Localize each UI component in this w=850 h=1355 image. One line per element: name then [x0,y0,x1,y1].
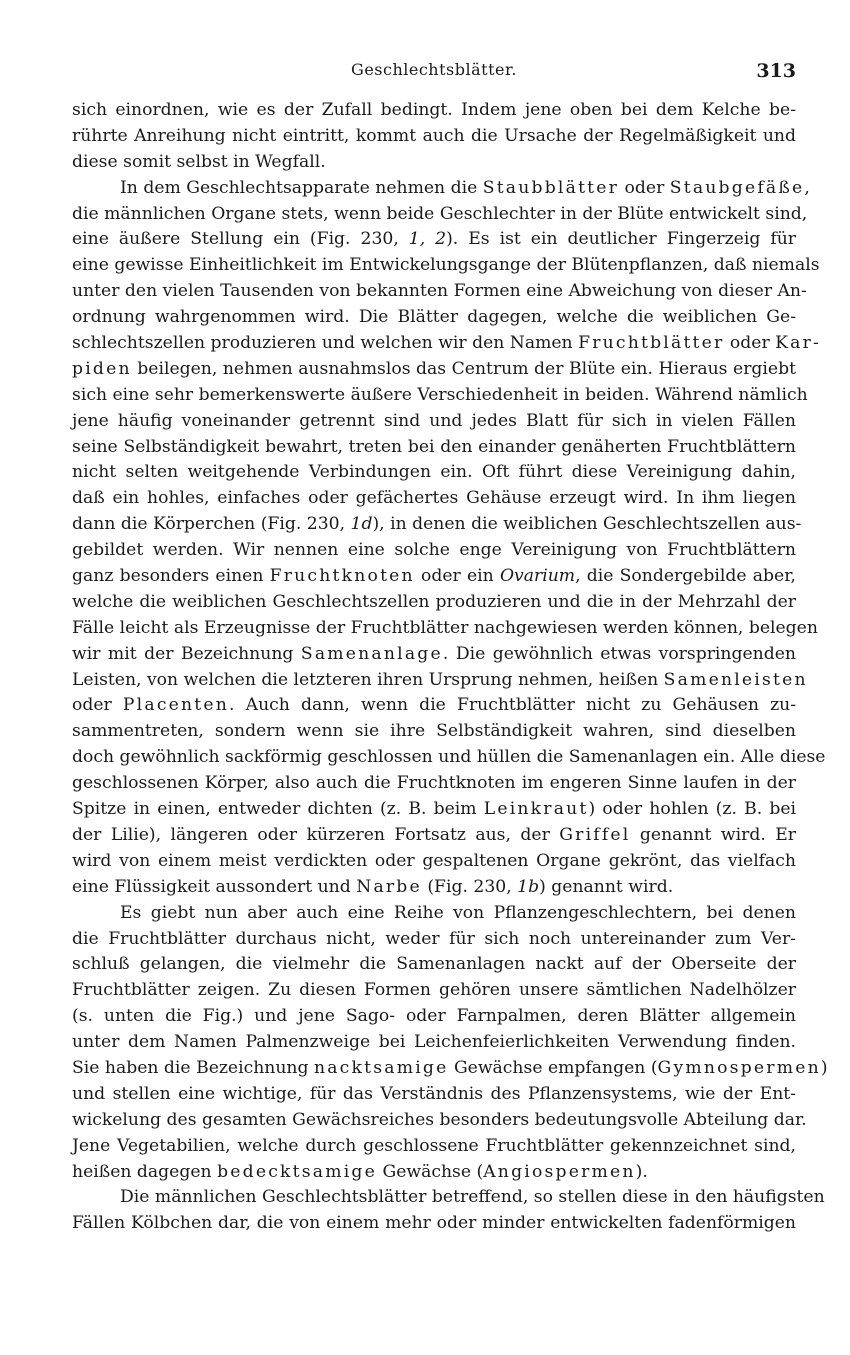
text-line [72,668,808,694]
text-run: Fruchtblätter zeigen. Zu diesen Formen gehören unsere sämtlichen Nadelhölzer [72,980,796,1001]
spaced-term: Placenten [122,695,230,716]
text-line [72,952,796,978]
text-run: schluß gelangen, die vielmehr die Samenanlagen nackt auf der Oberseite der [72,954,796,975]
text-line [72,1108,807,1134]
text-run: eine Flüssigkeit aussondert und [72,876,357,897]
text-run: , die Sondergebilde aber, [575,566,796,587]
text-run: Es giebt nun aber auch eine Reihe von Pflanzengeschlechtern, bei denen [120,902,796,923]
text-run: , [804,177,810,198]
text-run: die männlichen Organe stets, wenn beide Geschlechter in der Blüte entwickelt sind, [72,203,808,224]
text-line [72,1082,796,1108]
text-line [72,305,796,331]
spaced-term: piden [72,358,132,379]
text-line [72,1056,828,1082]
text-run: unter den vielen Tausenden von bekannten Formen eine Abweichung von dieser An- [72,281,807,302]
text-run: dann die Körperchen (Fig. 230, [72,514,351,535]
text-run: eine äußere Stellung ein (Fig. 230, [72,229,409,250]
spaced-term: Leinkraut [483,799,589,820]
text-line [72,253,820,279]
text-line [72,227,796,253]
text-run: Spitze in einen, entweder dichten (z. B. beim [72,799,484,820]
italic-term: 1d [350,514,373,535]
text-run: schlechtszellen produzieren und welchen wir den Namen [72,333,579,354]
text-run: wir mit der Bezeichnung [72,643,301,664]
spaced-term: Staubgefäße [669,177,805,198]
text-run: und stellen eine wichtige, für das Verständnis des Pflanzensystems, wie der Ent- [72,1083,796,1104]
spaced-term: Fruchtknoten [269,566,415,587]
spaced-term: bedecktsamige [217,1161,377,1182]
text-run: Gewächse ( [377,1161,484,1182]
text-line [72,202,808,228]
text-run: wickelung des gesamten Gewächsreiches besonders bedeutungsvolle Abteilung dar. [72,1109,807,1130]
text-line [72,849,796,875]
text-line [72,383,808,409]
text-run: ). Es ist ein deutlicher Fingerzeig für [446,229,796,250]
text-run: unter dem Namen Palmenzweige bei Leichenfeierlichkeiten Verwendung finden. [72,1032,796,1053]
running-title: Geschlechtsblätter. [351,60,517,79]
text-run: Gewächse empfangen ( [448,1057,658,1078]
text-line [72,1030,796,1056]
text-line [72,357,796,383]
text-run: ), in denen die weiblichen Geschlechtszellen aus- [372,514,802,535]
page-header [72,60,796,90]
text-run: Leisten, von welchen die letzteren ihren Ursprung nehmen, heißen [72,669,664,690]
text-line [72,1211,796,1237]
text-line [72,124,796,150]
text-line [72,719,796,745]
spaced-term: nacktsamige [313,1057,449,1078]
text-run: oder [72,695,123,716]
text-run: Die männlichen Geschlechtsblätter betreffend, so stellen diese in den häufigsten [120,1187,825,1208]
text-run: ) genannt wird. [539,876,674,897]
spaced-term: Samenanlage [300,643,443,664]
text-run: wird von einem meist verdickten oder gespaltenen Organe gekrönt, das vielfach [72,850,796,871]
text-line [72,693,796,719]
text-line [72,927,796,953]
text-run: jene häufig voneinander getrennt sind und jedes Blatt für sich in vielen Fällen [72,410,796,431]
text-run: Fälle leicht als Erzeugnisse der Fruchtblätter nachgewiesen werden können, belegen [72,617,818,638]
text-line [72,797,796,823]
spaced-term: Griffel [559,824,631,845]
text-run: sich eine sehr bemerkenswerte äußere Verschiedenheit in beiden. Während nämlich [72,384,808,405]
text-run: sammentreten, sondern wenn sie ihre Selbständigkeit wahren, sind dieselben [72,721,796,742]
text-run: nicht selten weitgehende Verbindungen ein. Oft führt diese Vereinigung dahin, [72,462,796,483]
spaced-term: Gymnospermen [657,1057,821,1078]
text-line [72,745,826,771]
text-run: In dem Geschlechtsapparate nehmen die [120,177,483,198]
text-line [72,279,807,305]
text-run: gebildet werden. Wir nennen eine solche enge Vereinigung von Fruchtblättern [72,540,796,561]
spaced-term: Samenleisten [663,669,808,690]
text-line [72,538,796,564]
text-line [72,875,796,901]
text-run: ) [820,1057,828,1078]
italic-term: 1, 2 [408,229,447,250]
text-line [72,512,802,538]
text-run: oder ein [414,566,500,587]
text-run: ). [635,1161,648,1182]
spaced-term: Staubblätter [482,177,620,198]
text-run: diese somit selbst in Wegfall. [72,151,326,172]
italic-term: 1b [517,876,540,897]
text-line [72,460,796,486]
text-line [72,435,796,461]
text-run: (Fig. 230, [421,876,518,897]
text-line [72,1160,796,1186]
text-run: ) oder hohlen (z. B. bei [588,799,796,820]
text-run: oder [724,333,776,354]
text-run: . Auch dann, wenn die Fruchtblätter nicht zu Gehäusen zu- [229,695,796,716]
text-line [72,771,796,797]
text-line [72,642,796,668]
text-run: ordnung wahrgenommen wird. Die Blätter dagegen, welche die weiblichen Ge- [72,307,796,328]
text-run: rührte Anreihung nicht eintritt, kommt auch die Ursache der Regelmäßigkeit und [72,125,796,146]
text-run: oder [619,177,670,198]
page-number: 313 [756,60,796,82]
text-run: heißen dagegen [72,1161,218,1182]
text-run: sich einordnen, wie es der Zufall bedingt. Indem jene oben bei dem Kelche be- [72,100,796,120]
text-run: eine gewisse Einheitlichkeit im Entwickelungsgange der Blütenpflanzen, daß niemals [72,255,820,276]
text-run: welche die weiblichen Geschlechtszellen produzieren und die in der Mehrzahl der [72,591,796,612]
italic-term: Ovarium [499,566,576,587]
spaced-term: Narbe [356,876,422,897]
text-run: Sie haben die Bezeichnung [72,1057,314,1078]
text-run: der Lilie), längeren oder kürzeren Fortsatz aus, der [72,824,560,845]
text-line [72,409,796,435]
text-run: Jene Vegetabilien, welche durch geschlossene Fruchtblätter gekennzeichnet sind, [72,1135,796,1156]
body-text [72,98,828,1237]
text-run: genannt wird. Er [630,824,796,845]
text-line [72,823,796,849]
text-run: daß ein hohles, einfaches oder gefächertes Gehäuse erzeugt wird. In ihm liegen [72,488,796,509]
text-line [72,176,810,202]
text-run: (s. unten die Fig.) und jene Sago- oder Farnpalmen, deren Blätter allgemein [72,1006,796,1027]
text-run: die Fruchtblätter durchaus nicht, weder für sich noch untereinander zum Ver- [72,928,796,949]
text-line [72,1134,796,1160]
text-line [72,616,818,642]
text-line [72,590,796,616]
text-run: seine Selbständigkeit bewahrt, treten bei den einander genäherten Fruchtblättern [72,436,796,457]
text-line [72,150,796,176]
text-line [72,1185,825,1211]
spaced-term: Kar- [775,333,822,354]
text-run: beilegen, nehmen ausnahmslos das Centrum der Blüte ein. Hieraus ergiebt [131,358,796,379]
text-line [72,1004,796,1030]
text-line [72,98,796,124]
text-run: ganz besonders einen [72,566,270,587]
text-run: Fällen Kölbchen dar, die von einem mehr oder minder entwickelten fadenförmigen [72,1213,796,1234]
text-line [72,331,822,357]
spaced-term: Angiospermen [483,1161,636,1182]
text-line [72,978,796,1004]
text-line [72,486,796,512]
text-run: geschlossenen Körper, also auch die Fruchtknoten im engeren Sinne laufen in der [72,773,796,794]
text-line [72,901,796,927]
spaced-term: Fruchtblätter [578,333,725,354]
text-run: . Die gewöhnlich etwas vorspringenden [442,643,796,664]
text-line [72,564,796,590]
text-run: doch gewöhnlich sackförmig geschlossen und hüllen die Samenanlagen ein. Alle diese [72,747,826,768]
